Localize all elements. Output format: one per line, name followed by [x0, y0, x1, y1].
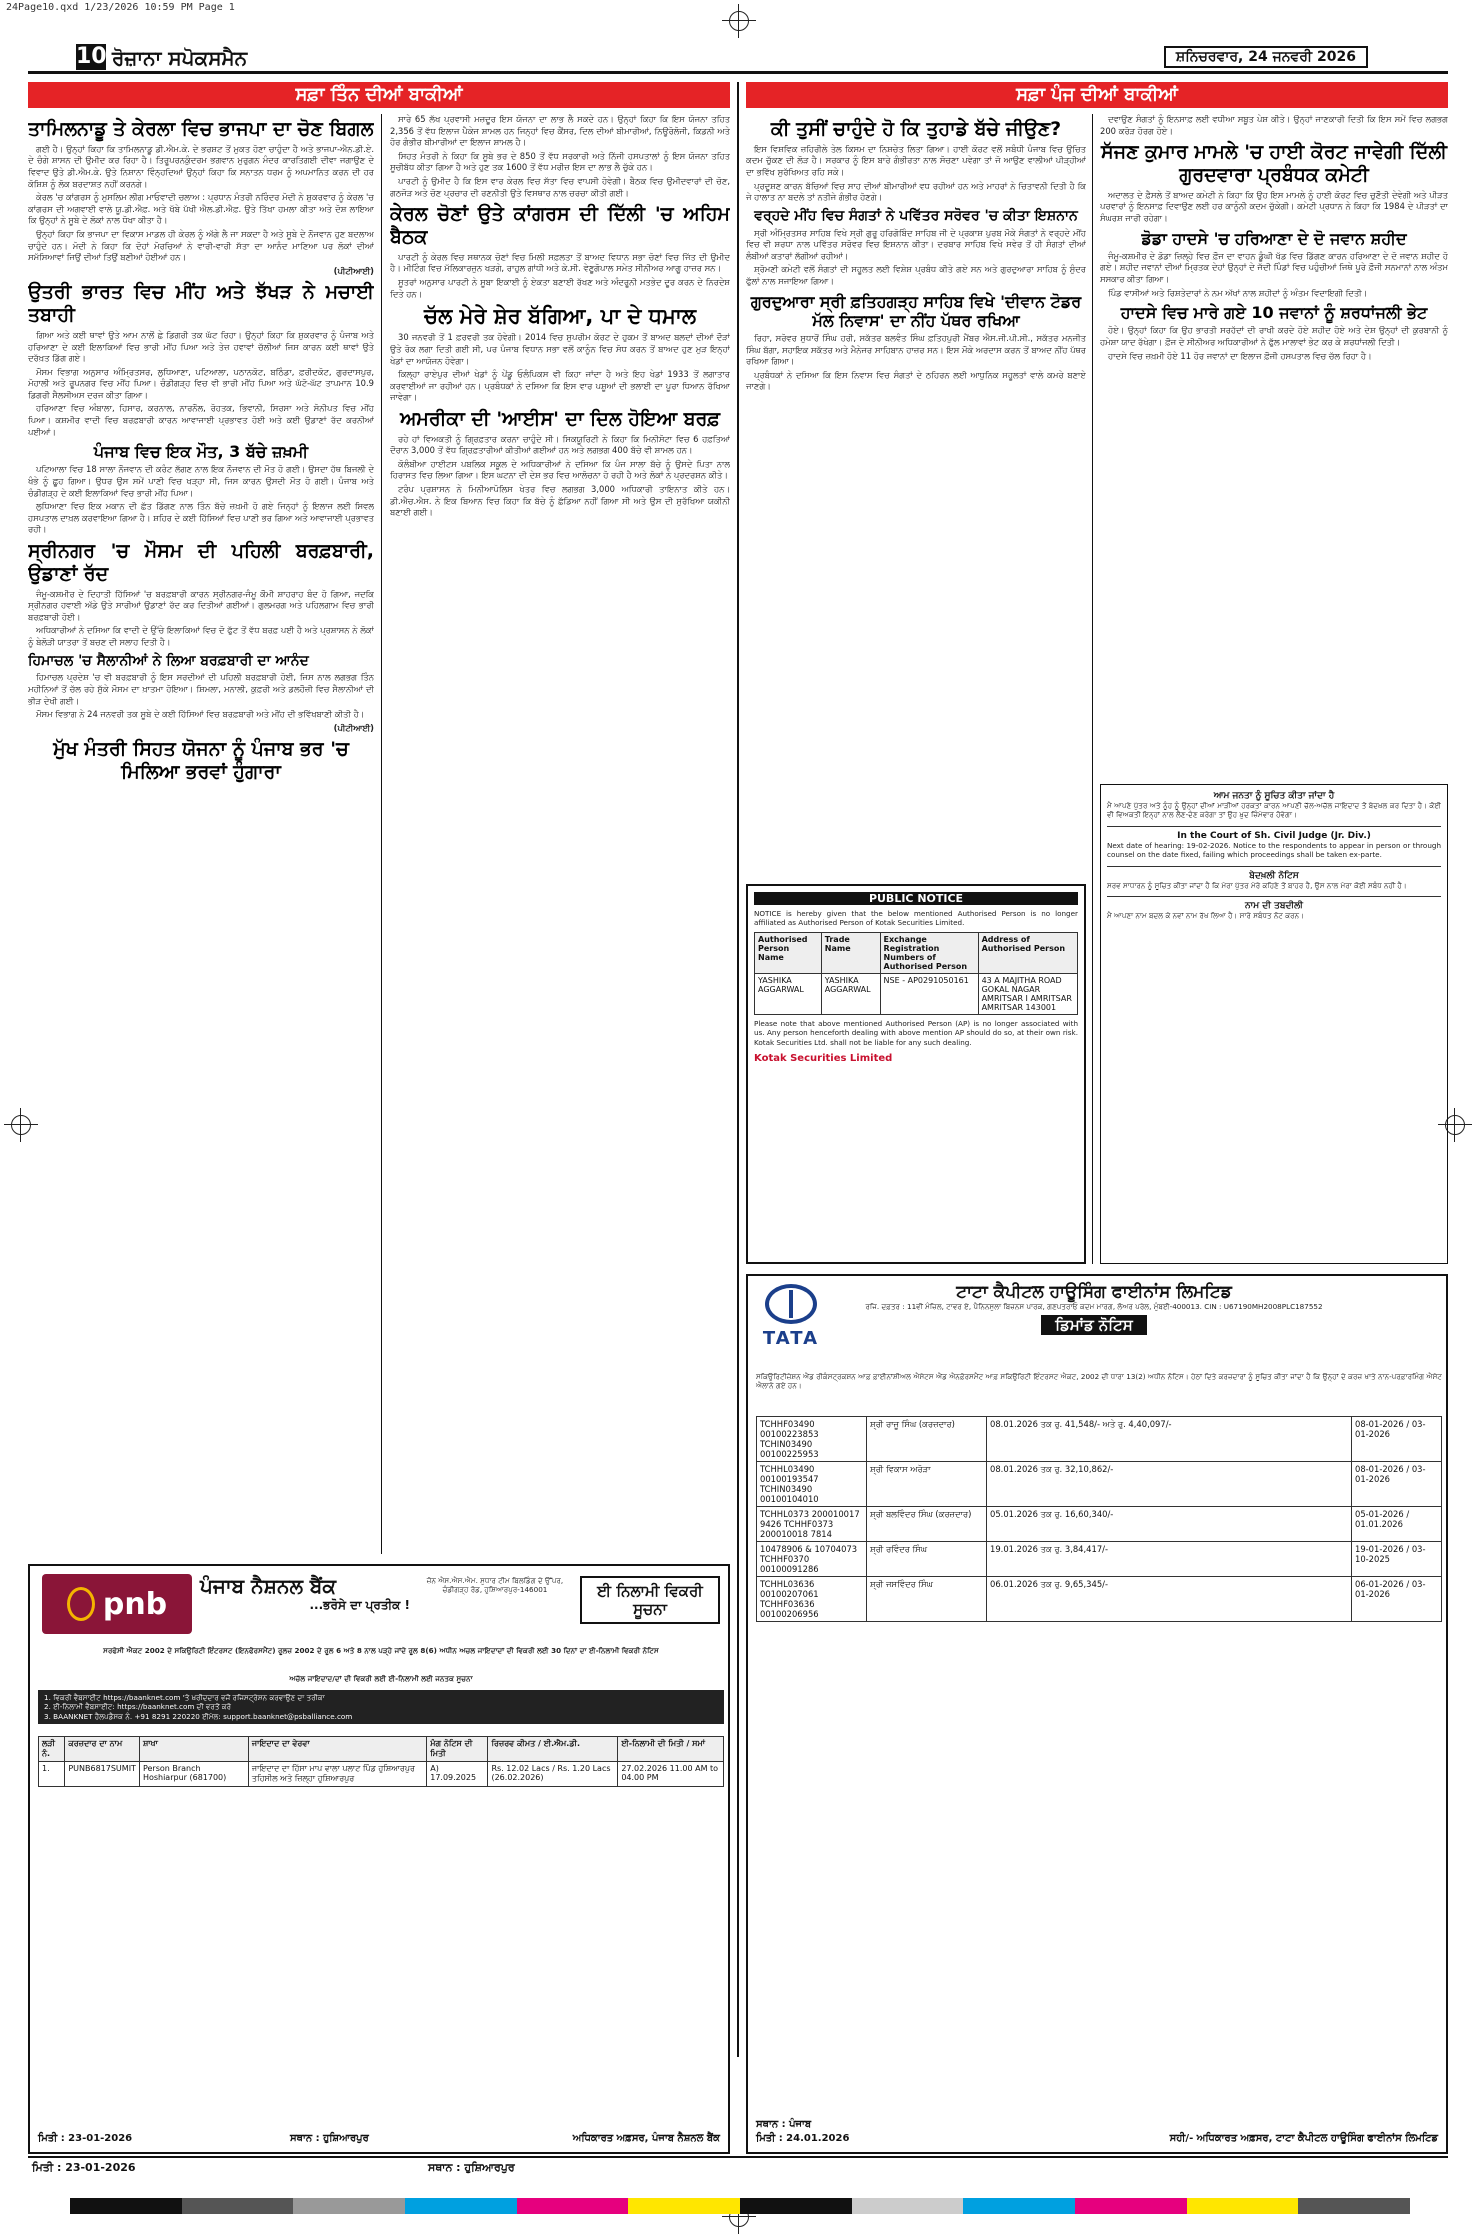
headline-hc-gurdwara: ਸੱਜਣ ਕੁਮਾਰ ਮਾਮਲੇ 'ਚ ਹਾਈ ਕੋਰਟ ਜਾਵੇਗੀ ਦਿੱਲੀ ਗੁਰਦਵਾਰਾ ਪ੍ਰਬੰਧਕ ਕਮੇਟੀ — [1101, 141, 1447, 186]
article-paragraph: ਸ਼੍ਰੋਮਣੀ ਕਮੇਟੀ ਵਲੋਂ ਸੰਗਤਾਂ ਦੀ ਸਹੂਲਤ ਲਈ ਵਿਸ਼ੇਸ਼ ਪ੍ਰਬੰਧ ਕੀਤੇ ਗਏ ਸਨ ਅਤੇ ਗੁਰਦੁਆਰਾ ਸਾਹਿਬ ਨੂੰ ਸੁੰਦਰ ਫੁੱਲਾਂ ਨਾਲ ਸਜਾਇਆ ਗਿਆ। — [746, 264, 1086, 286]
swatch — [852, 2198, 964, 2214]
headline-ten-soldiers: ਹਾਦਸੇ ਵਿਚ ਮਾਰੇ ਗਏ 10 ਜਵਾਨਾਂ ਨੂੰ ਸ਼ਰਧਾਂਜਲੀ ਭੇਟ — [1120, 303, 1428, 323]
article-paragraph: ਕੇਰਲ 'ਚ ਕਾਂਗਰਸ ਨੂੰ ਮੁਸਲਿਮ ਲੀਗ ਮਾਓਵਾਦੀ ਚਲਾਅ : ਪ੍ਰਧਾਨ ਮੰਤਰੀ ਨਰਿੰਦਰ ਮੋਦੀ ਨੇ ਸ਼ੁਕਰਵਾਰ ਨੂੰ ਕੇਰਲ 'ਚ ਕਾਂਗਰਸ ਦੀ ਅਗਵਾਈ ਵਾਲੇ ਯੂ.ਡੀ.ਐਫ਼. ਅਤੇ ਖੱਬੇ ਪੱਖੀ ਐਲ.ਡੀ.ਐਫ਼. ਉਤੇ ਤਿੱਖਾ ਹਮਲਾ ਕੀਤਾ ਅਤੇ ਦੋਸ਼ ਲਾਇਆ ਕਿ ਉਨ੍ਹਾਂ ਨੇ ਸੂਬੇ ਦੇ ਲੋਕਾਂ ਨਾਲ ਧੋਖਾ ਕੀਤਾ ਹੈ। — [28, 192, 374, 226]
article-paragraph: ਕਿਲ੍ਹਾ ਰਾਏਪੁਰ ਦੀਆਂ ਖੇਡਾਂ ਨੂੰ ਪੇਂਡੂ ਓਲੰਪਿਕਸ ਵੀ ਕਿਹਾ ਜਾਂਦਾ ਹੈ ਅਤੇ ਇਹ ਖੇਡਾਂ 1933 ਤੋਂ ਲਗਾਤਾਰ ਕਰਵਾਈਆਂ ਜਾ ਰਹੀਆਂ ਹਨ। ਪ੍ਰਬੰਧਕਾਂ ਨੇ ਦਸਿਆ ਕਿ ਇਸ ਵਾਰ ਪਸ਼ੂਆਂ ਦੀ ਭਲਾਈ ਦਾ ਪੂਰਾ ਧਿਆਨ ਰੱਖਿਆ ਜਾਵੇਗਾ। — [390, 369, 730, 403]
page-footer — [28, 2156, 1448, 2176]
table-row — [757, 1577, 1442, 1622]
legal-notice — [1107, 866, 1441, 890]
article-paragraph: ਜੰਮੂ-ਕਸ਼ਮੀਰ ਦੇ ਦਿਹਾਤੀ ਹਿੱਸਿਆਂ 'ਚ ਬਰਫ਼ਬਾਰੀ ਕਾਰਨ ਸ੍ਰੀਨਗਰ-ਜੰਮੂ ਕੌਮੀ ਸ਼ਾਹਰਾਹ ਬੰਦ ਹੋ ਗਿਆ, ਜਦਕਿ ਸ੍ਰੀਨਗਰ ਹਵਾਈ ਅੱਡੇ ਉਤੇ ਸਾਰੀਆਂ ਉਡਾਣਾਂ ਰੱਦ ਕਰ ਦਿਤੀਆਂ ਗਈਆਂ। ਗੁਲਮਰਗ ਅਤੇ ਪਹਿਲਗਾਮ ਵਿਚ ਭਾਰੀ ਬਰਫ਼ਬਾਰੀ ਹੋਈ। — [28, 588, 374, 622]
table-header: Exchange Registration Numbers of Authorised Person — [880, 932, 978, 973]
table-header: ਜਾਇਦਾਦ ਦਾ ਵੇਰਵਾ — [248, 1737, 426, 1762]
legal-notice — [1107, 791, 1441, 820]
article-paragraph: ਅਧਿਕਾਰੀਆਂ ਨੇ ਦਸਿਆ ਕਿ ਵਾਦੀ ਦੇ ਉੱਚੇ ਇਲਾਕਿਆਂ ਵਿਚ ਦੋ ਫੁੱਟ ਤੋਂ ਵੱਧ ਬਰਫ਼ ਪਈ ਹੈ ਅਤੇ ਪ੍ਰਸ਼ਾਸਨ ਨੇ ਲੋਕਾਂ ਨੂੰ ਬੇਲੋੜੀ ਯਾਤਰਾ ਤੋਂ ਬਚਣ ਦੀ ਸਲਾਹ ਦਿਤੀ ਹੈ। — [28, 625, 374, 647]
article-paragraph: ਪਿੰਡ ਵਾਸੀਆਂ ਅਤੇ ਰਿਸ਼ਤੇਦਾਰਾਂ ਨੇ ਨਮ ਅੱਖਾਂ ਨਾਲ ਸ਼ਹੀਦਾਂ ਨੂੰ ਅੰਤਮ ਵਿਦਾਇਗੀ ਦਿਤੀ। — [1108, 287, 1368, 298]
column-right-1 — [746, 114, 1086, 874]
legal-notice — [1107, 896, 1441, 920]
pnb-emblem-icon — [67, 1587, 95, 1621]
article-paragraph: ਲੁਧਿਆਣਾ ਵਿਚ ਇਕ ਮਕਾਨ ਦੀ ਛੱਤ ਡਿੱਗਣ ਨਾਲ ਤਿੰਨ ਬੱਚੇ ਜ਼ਖ਼ਮੀ ਹੋ ਗਏ ਜਿਨ੍ਹਾਂ ਨੂੰ ਇਲਾਜ ਲਈ ਸਿਵਲ ਹਸਪਤਾਲ ਦਾਖ਼ਲ ਕਰਵਾਇਆ ਗਿਆ ਹੈ। ਸ਼ਹਿਰ ਦੇ ਕਈ ਹਿੱਸਿਆਂ ਵਿਚ ਪਾਣੀ ਭਰ ਗਿਆ ਅਤੇ ਆਵਾਜਾਈ ਪ੍ਰਭਾਵਤ ਰਹੀ। — [28, 501, 374, 535]
legal-notice-body: Next date of hearing: 19-02-2026. Notice to the respondents to appear in person or through counsel on the date fixed, failing which proceedings shall be taken ex-parte. — [1107, 840, 1441, 860]
pnb-step: 1. ਵਿਕਰੀ ਵੈਬਸਾਈਟ https://baanknet.com 'ਤੇ ਖ਼ਰੀਦਦਾਰ ਵਜੋਂ ਰਜਿਸਟ੍ਰੇਸ਼ਨ ਕਰਵਾਉਣ ਦਾ ਤਰੀਕਾ — [44, 1693, 325, 1702]
table-header: ਮੰਗ ਨੋਟਿਸ ਦੀ ਮਿਤੀ — [427, 1737, 488, 1762]
swatch — [740, 2198, 852, 2214]
article-paragraph: ਮੌਸਮ ਵਿਭਾਗ ਅਨੁਸਾਰ ਅੰਮ੍ਰਿਤਸਰ, ਲੁਧਿਆਣਾ, ਪਟਿਆਲਾ, ਪਠਾਨਕੋਟ, ਬਠਿੰਡਾ, ਫ਼ਰੀਦਕੋਟ, ਗੁਰਦਾਸਪੁਰ, ਮੋਹਾਲੀ ਅਤੇ ਰੂਪਨਗਰ ਵਿਚ ਮੀਂਹ ਪਿਆ। ਚੰਡੀਗੜ੍ਹ ਵਿਚ ਵੀ ਭਾਰੀ ਮੀਂਹ ਪਿਆ ਅਤੇ ਘੱਟੋ-ਘੱਟ ਤਾਪਮਾਨ 10.9 ਡਿਗਰੀ ਸੈਲਸੀਅਸ ਦਰਜ ਕੀਤਾ ਗਿਆ। — [28, 366, 374, 400]
headline-srinagar: ਸ੍ਰੀਨਗਰ 'ਚ ਮੌਸਮ ਦੀ ਪਹਿਲੀ ਬਰਫ਼ਬਾਰੀ, ਉਡਾਣਾਂ ਰੱਦ — [28, 540, 374, 585]
table-cell: 1. — [39, 1762, 65, 1787]
headline-ice-america: ਅਮਰੀਕਾ ਦੀ 'ਆਈਸ' ਦਾ ਦਿਲ ਹੋਇਆ ਬਰਫ਼ — [400, 407, 720, 430]
headline-tn-kerala: ਤਾਮਿਲਨਾਡੂ ਤੇ ਕੇਰਲਾ ਵਿਚ ਭਾਜਪਾ ਦਾ ਚੋਣ ਬਿਗਲ — [28, 118, 374, 140]
article-paragraph: ਸ੍ਰੀ ਅੰਮ੍ਰਿਤਸਰ ਸਾਹਿਬ ਵਿਖੇ ਸ੍ਰੀ ਗੁਰੂ ਹਰਿਗੋਬਿੰਦ ਸਾਹਿਬ ਜੀ ਦੇ ਪ੍ਰਕਾਸ਼ ਪੁਰਬ ਮੌਕੇ ਸੰਗਤਾਂ ਨੇ ਵਰ੍ਹਦੇ ਮੀਂਹ ਵਿਚ ਵੀ ਸ਼ਰਧਾ ਨਾਲ ਪਵਿੱਤਰ ਸਰੋਵਰ ਵਿਚ ਇਸ਼ਨਾਨ ਕੀਤਾ। ਦਰਬਾਰ ਸਾਹਿਬ ਵਿਖੇ ਸਵੇਰ ਤੋਂ ਹੀ ਸੰਗਤਾਂ ਦੀਆਂ ਲੰਬੀਆਂ ਕਤਾਰਾਂ ਲੱਗੀਆਂ ਰਹੀਆਂ। — [746, 227, 1086, 261]
swatch — [517, 2198, 629, 2214]
page-number: 10 — [76, 44, 107, 69]
swatch — [628, 2198, 740, 2214]
article-paragraph: ਪਾਰਟੀ ਨੂੰ ਕੇਰਲ ਵਿਚ ਸਥਾਨਕ ਚੋਣਾਂ ਵਿਚ ਮਿਲੀ ਸਫ਼ਲਤਾ ਤੋਂ ਬਾਅਦ ਵਿਧਾਨ ਸਭਾ ਚੋਣਾਂ ਵਿਚ ਜਿੱਤ ਦੀ ਉਮੀਦ ਹੈ। ਮੀਟਿੰਗ ਵਿਚ ਮੱਲਿਕਾਰਜੁਨ ਖੜਗੇ, ਰਾਹੁਲ ਗਾਂਧੀ ਅਤੇ ਕੇ.ਸੀ. ਵੇਣੂਗੋਪਾਲ ਸਮੇਤ ਸੀਨੀਅਰ ਆਗੂ ਹਾਜ਼ਰ ਸਨ। — [390, 251, 730, 274]
table-row — [757, 1417, 1442, 1462]
legal-notice-title: ਬੇਦਖ਼ਲੀ ਨੋਟਿਸ — [1249, 870, 1299, 881]
article-paragraph: ਹਰਿਆਣਾ ਵਿਚ ਅੰਬਾਲਾ, ਹਿਸਾਰ, ਕਰਨਾਲ, ਨਾਰਨੌਲ, ਰੋਹਤਕ, ਭਿਵਾਨੀ, ਸਿਰਸਾ ਅਤੇ ਸੋਨੀਪਤ ਵਿਚ ਮੀਂਹ ਪਿਆ। ਕਸ਼ਮੀਰ ਵਾਦੀ ਵਿਚ ਬਰਫ਼ਬਾਰੀ ਕਾਰਨ ਆਵਾਜਾਈ ਪ੍ਰਭਾਵਤ ਹੋਈ ਅਤੇ ਕਈ ਉਡਾਣਾਂ ਰੱਦ ਕਰਨੀਆਂ ਪਈਆਂ। — [28, 403, 374, 437]
article-paragraph: ਦਵਾਉਣ ਸੰਗਤਾਂ ਨੂੰ ਇਨਸਾਫ਼ ਲਈ ਵਧੀਆ ਸਬੂਤ ਪੇਸ਼ ਕੀਤੇ। ਉਨ੍ਹਾਂ ਜਾਣਕਾਰੀ ਦਿਤੀ ਕਿ ਇਸ ਸਮੇਂ ਵਿਚ ਲਗਭਗ 200 ਕਰੋੜ ਹੋਰਗ ਹੋਏ। — [1100, 114, 1448, 136]
article-paragraph: 30 ਜਨਵਰੀ ਤੋਂ 1 ਫ਼ਰਵਰੀ ਤਕ ਹੋਵੇਗੀ। 2014 ਵਿਚ ਸੁਪਰੀਮ ਕੋਰਟ ਦੇ ਹੁਕਮ ਤੋਂ ਬਾਅਦ ਬਲਦਾਂ ਦੀਆਂ ਦੌੜਾਂ ਉਤੇ ਰੋਕ ਲਗਾ ਦਿਤੀ ਗਈ ਸੀ, ਪਰ ਪੰਜਾਬ ਵਿਧਾਨ ਸਭਾ ਵਲੋਂ ਕਾਨੂੰਨ ਵਿਚ ਸੋਧ ਕਰਨ ਤੋਂ ਬਾਅਦ ਹੁਣ ਮੁੜ ਇਨ੍ਹਾਂ ਖੇਡਾਂ ਦਾ ਆਯੋਜਨ ਹੋਵੇਗਾ। — [390, 332, 730, 366]
table-cell: YASHIKA AGGARWAL — [821, 973, 880, 1014]
legal-notices-block — [1100, 784, 1448, 1264]
pnb-name-block — [200, 1574, 410, 1613]
footer-right: ਸਥਾਨ : ਹੁਸ਼ਿਆਰਪੁਰ — [428, 2161, 515, 2174]
swatch — [963, 2198, 1075, 2214]
pnb-office: ਜ਼ੋਨ ਐਸ.ਐਸ.ਐਮ. ਸੁਧਾਰ ਟੀਮ ਬਿਲਡਿੰਗ ਦੇ ਉੱਪਰ, ਚੰਡੀਗੜ੍ਹ ਰੋਡ, ਹੁਸ਼ਿਆਰਪੁਰ-146001 — [426, 1576, 564, 1595]
table-cell: A) 17.09.2025 — [427, 1762, 488, 1787]
article-paragraph: ਰਹੇ ਹਾਂ ਵਿਅਕਤੀ ਨੂੰ ਗ੍ਰਿਫ਼ਤਾਰ ਕਰਨਾ ਚਾਹੁੰਦੇ ਸੀ। ਸਿਕਯੂਰਿਟੀ ਨੇ ਕਿਹਾ ਕਿ ਮਿਨੀਸੋਟਾ ਵਿਚ 6 ਹਫ਼ਤਿਆਂ ਦੌਰਾਨ 3,000 ਤੋਂ ਵੱਧ ਗ੍ਰਿਫ਼ਤਾਰੀਆਂ ਕੀਤੀਆਂ ਗਈਆਂ ਹਨ ਅਤੇ ਲਗਭਗ 400 ਬੱਚੇ ਵੀ ਸ਼ਾਮਲ ਹਨ। — [390, 433, 730, 456]
pnb-bank-name: ਪੰਜਾਬ ਨੈਸ਼ਨਲ ਬੈਂਕ — [200, 1574, 337, 1598]
article-paragraph: ਪਾਰਟੀ ਨੂੰ ਉਮੀਦ ਹੈ ਕਿ ਇਸ ਵਾਰ ਕੇਰਲ ਵਿਚ ਸੱਤਾ ਵਿਚ ਵਾਪਸੀ ਹੋਵੇਗੀ। ਬੈਠਕ ਵਿਚ ਉਮੀਦਵਾਰਾਂ ਦੀ ਚੋਣ, ਗਠਜੋੜ ਅਤੇ ਚੋਣ ਪ੍ਰਚਾਰ ਦੀ ਰਣਨੀਤੀ ਉਤੇ ਵਿਸਥਾਰ ਨਾਲ ਚਰਚਾ ਕੀਤੀ ਗਈ। — [390, 175, 730, 198]
article-paragraph: ਸਾਰੇ 65 ਲੱਖ ਪ੍ਰਵਾਸੀ ਮਜ਼ਦੂਰ ਇਸ ਯੋਜਨਾ ਦਾ ਲਾਭ ਲੈ ਸਕਦੇ ਹਨ। ਉਨ੍ਹਾਂ ਕਿਹਾ ਕਿ ਇਸ ਯੋਜਨਾ ਤਹਿਤ 2,356 ਤੋਂ ਵੱਧ ਇਲਾਜ ਪੈਕੇਜ ਸ਼ਾਮਲ ਹਨ ਜਿਨ੍ਹਾਂ ਵਿਚ ਕੈਂਸਰ, ਦਿਲ ਦੀਆਂ ਬੀਮਾਰੀਆਂ, ਨਿਊਰੋਲੋਜੀ, ਕਿਡਨੀ ਅਤੇ ਹੋਰ ਗੰਭੀਰ ਬੀਮਾਰੀਆਂ ਦਾ ਇਲਾਜ ਸ਼ਾਮਲ ਹੈ। — [390, 114, 730, 148]
article-paragraph: ਸੂਤਰਾਂ ਅਨੁਸਾਰ ਪਾਰਟੀ ਨੇ ਸੂਬਾ ਇਕਾਈ ਨੂੰ ਏਕਤਾ ਬਣਾਈ ਰੱਖਣ ਅਤੇ ਅੰਦਰੂਨੀ ਮਤਭੇਦ ਦੂਰ ਕਰਨ ਦੇ ਨਿਰਦੇਸ਼ ਦਿਤੇ ਹਨ। — [390, 276, 730, 299]
pnb-step: 2. ਈ-ਨਿਲਾਮੀ ਵੈਬਸਾਈਟ: https://baanknet.com ਦੀ ਵਰਤੋਂ ਕਰੋ — [44, 1702, 232, 1712]
pnb-steps — [38, 1690, 724, 1724]
swatch — [1298, 2198, 1410, 2214]
headline-chal-mere: ਚੱਲ ਮੇਰੇ ਸ਼ੇਰ ਬੱਗਿਆ, ਪਾ ਦੇ ਧਮਾਲ — [423, 304, 697, 329]
table-cell: 43 A MAJITHA ROAD GOKAL NAGAR AMRITSAR I AMRITSAR AMRITSAR 143001 — [978, 973, 1077, 1014]
table-row — [757, 1507, 1442, 1542]
article-paragraph: ਹੋਏ। ਉਨ੍ਹਾਂ ਕਿਹਾ ਕਿ ਉਹ ਭਾਰਤੀ ਸਰਹੱਦਾਂ ਦੀ ਰਾਖੀ ਕਰਦੇ ਹੋਏ ਸ਼ਹੀਦ ਹੋਏ ਅਤੇ ਦੇਸ਼ ਉਨ੍ਹਾਂ ਦੀ ਕੁਰਬਾਨੀ ਨੂੰ ਹਮੇਸ਼ਾ ਯਾਦ ਰੱਖੇਗਾ। ਫ਼ੌਜ ਦੇ ਸੀਨੀਅਰ ਅਧਿਕਾਰੀਆਂ ਨੇ ਫੁੱਲ ਮਾਲਾਵਾਂ ਭੇਟ ਕਰ ਕੇ ਸ਼ਰਧਾਂਜਲੀ ਦਿਤੀ। — [1100, 325, 1448, 347]
table-cell: Person Branch Hoshiarpur (681700) — [139, 1762, 248, 1787]
legal-notice-title: In the Court of Sh. Civil Judge (Jr. Div.) — [1177, 830, 1371, 841]
article-paragraph: ਸਿਹਤ ਮੰਤਰੀ ਨੇ ਕਿਹਾ ਕਿ ਸੂਬੇ ਭਰ ਦੇ 850 ਤੋਂ ਵੱਧ ਸਰਕਾਰੀ ਅਤੇ ਨਿੱਜੀ ਹਸਪਤਾਲਾਂ ਨੂੰ ਇਸ ਯੋਜਨਾ ਤਹਿਤ ਸੂਚੀਬੱਧ ਕੀਤਾ ਗਿਆ ਹੈ ਅਤੇ ਹੁਣ ਤਕ 1600 ਤੋਂ ਵੱਧ ਮਰੀਜ਼ ਇਸ ਦਾ ਲਾਭ ਲੈ ਚੁੱਕੇ ਹਨ। — [390, 150, 730, 173]
loan-number: TCHHL03490 00100193547 TCHIN03490 00100104010 — [757, 1462, 867, 1507]
demand-amount: 08.01.2026 ਤਕ ਰੁ. 32,10,862/- — [987, 1462, 1352, 1507]
legal-notice-body: ਮੈਂ ਆਪਣਾ ਨਾਮ ਬਦਲ ਕੇ ਨਵਾਂ ਨਾਮ ਰੱਖ ਲਿਆ ਹੈ। ਸਾਰੇ ਸਬੰਧਤ ਨੋਟ ਕਰਨ। — [1107, 911, 1304, 921]
article-paragraph: ਟਰੰਪ ਪ੍ਰਸ਼ਾਸਨ ਨੇ ਮਿਨੀਆਪੋਲਿਸ ਖੇਤਰ ਵਿਚ ਲਗਭਗ 3,000 ਅਧਿਕਾਰੀ ਤਾਇਨਾਤ ਕੀਤੇ ਹਨ। ਡੀ.ਐਚ.ਐਸ. ਨੇ ਇਕ ਬਿਆਨ ਵਿਚ ਕਿਹਾ ਕਿ ਬੱਚੇ ਨੂੰ ਛੱਡਿਆ ਨਹੀਂ ਗਿਆ ਸੀ ਅਤੇ ਉਸ ਦੀ ਸੁਰੱਖਿਆ ਯਕੀਨੀ ਬਣਾਈ ਗਈ। — [390, 484, 730, 518]
table-cell: NSE - AP0291050161 — [880, 973, 978, 1014]
tata-company-name: ਟਾਟਾ ਕੈਪੀਟਲ ਹਾਊਸਿੰਗ ਫਾਈਨਾਂਸ ਲਿਮਟਿਡ — [956, 1282, 1232, 1302]
tata-loan-table — [756, 1416, 1442, 1622]
newspaper-page — [28, 44, 1448, 2194]
tata-place: ਸਥਾਨ : ਪੰਜਾਬ — [756, 2119, 812, 2130]
npa-date: 06-01-2026 / 03-01-2026 — [1352, 1577, 1442, 1622]
table-row — [755, 973, 1078, 1014]
table-cell: YASHIKA AGGARWAL — [755, 973, 822, 1014]
article-paragraph: ਹਾਦਸੇ ਵਿਚ ਜ਼ਖ਼ਮੀ ਹੋਏ 11 ਹੋਰ ਜਵਾਨਾਂ ਦਾ ਇਲਾਜ ਫ਼ੌਜੀ ਹਸਪਤਾਲ ਵਿਚ ਚੱਲ ਰਿਹਾ ਹੈ। — [1108, 350, 1372, 361]
tata-intro: ਸਕਿਉਰਿਟੀਜ਼ੇਸ਼ਨ ਐਂਡ ਰੀਕੰਸਟ੍ਰਕਸ਼ਨ ਆਫ਼ ਫ਼ਾਈਨਾਂਸ਼ੀਅਲ ਐਸੇਟਸ ਐਂਡ ਐਨਫ਼ੋਰਸਮੈਂਟ ਆਫ਼ ਸਕਿਉਰਿਟੀ ਇੰਟਰਸਟ ਐਕਟ, 2002 ਦੀ ਧਾਰਾ 13(2) ਅਧੀਨ ਨੋਟਿਸ। ਹੇਠਾਂ ਦਿਤੇ ਕਰਜ਼ਦਾਰਾਂ ਨੂੰ ਸੂਚਿਤ ਕੀਤਾ ਜਾਂਦਾ ਹੈ ਕਿ ਉਨ੍ਹਾਂ ਦੇ ਕਰਜ਼ ਖਾਤੇ ਨਾਨ-ਪਰਫ਼ਾਰਮਿੰਗ ਐਸੇਟ ਐਲਾਨੇ ਗਏ ਹਨ। — [756, 1372, 1442, 1391]
tata-header — [834, 1282, 1354, 1335]
legal-notice-body: ਸਰਵ ਸਾਧਾਰਨ ਨੂੰ ਸੂਚਿਤ ਕੀਤਾ ਜਾਂਦਾ ਹੈ ਕਿ ਮੇਰਾ ਪੁੱਤਰ ਮੇਰੇ ਕਹਿਣੇ ਤੋਂ ਬਾਹਰ ਹੈ, ਉਸ ਨਾਲ ਮੇਰਾ ਕੋਈ ਸਬੰਧ ਨਹੀਂ ਹੈ। — [1107, 880, 1407, 890]
npa-date: 08-01-2026 / 03-01-2026 — [1352, 1417, 1442, 1462]
swatch — [70, 2198, 182, 2214]
pnb-date: ਮਿਤੀ : 23-01-2026 — [38, 2133, 133, 2144]
tata-officer: ਸਹੀ/- ਅਧਿਕਾਰਤ ਅਫ਼ਸਰ, ਟਾਟਾ ਕੈਪੀਟਲ ਹਾਊਸਿੰਗ ਫਾਈਨਾਂਸ ਲਿਮਟਿਡ — [1169, 2133, 1438, 2144]
npa-date: 19-01-2026 / 03-10-2025 — [1352, 1542, 1442, 1577]
article-paragraph: ਪ੍ਰਬੰਧਕਾਂ ਨੇ ਦਸਿਆ ਕਿ ਇਸ ਨਿਵਾਸ ਵਿਚ ਸੰਗਤਾਂ ਦੇ ਠਹਿਰਨ ਲਈ ਆਧੁਨਿਕ ਸਹੂਲਤਾਂ ਵਾਲੇ ਕਮਰੇ ਬਣਾਏ ਜਾਣਗੇ। — [746, 369, 1086, 392]
table-header: ਰਿਜ਼ਰਵ ਕੀਮਤ / ਈ.ਐਮ.ਡੀ. — [488, 1737, 618, 1762]
demand-amount: 08.01.2026 ਤਕ ਰੁ. 41,548/- ਅਤੇ ਰੁ. 4,40,097/- — [987, 1417, 1352, 1462]
headline-punjab-deaths: ਪੰਜਾਬ ਵਿਚ ਇਕ ਮੌਤ, 3 ਬੱਚੇ ਜ਼ਖ਼ਮੀ — [93, 442, 309, 462]
article-paragraph: ਗਈ ਹੈ। ਉਨ੍ਹਾਂ ਕਿਹਾ ਕਿ ਤਾਮਿਲਨਾਡੂ ਡੀ.ਐਮ.ਕੇ. ਦੇ ਭਰਸ਼ਟ ਤੋਂ ਮੁਕਤ ਹੋਣਾ ਚਾਹੁੰਦਾ ਹੈ ਅਤੇ ਭਾਜਪਾ-ਐਨ.ਡੀ.ਏ. ਦੇ ਚੰਗੇ ਸ਼ਾਸਨ ਦੀ ਉਮੀਦ ਕਰ ਰਿਹਾ ਹੈ। ਤਿਰੂਪਰਨਕੁੰਦਰਮ ਭਗਵਾਨ ਮੁਰੁਗਨ ਮੰਦਰ ਕਾਰਤਿਗਈ ਦੀਵਾ ਜਗਾਉਣ ਦੇ ਵਿਵਾਦ ਉਤੇ ਡੀ.ਐਮ.ਕੇ. ਉਤੇ ਨਿਸ਼ਾਨਾ ਵਿੰਨ੍ਹਦਿਆਂ ਉਨ੍ਹਾਂ ਕਿਹਾ ਕਿ ਸਨਾਤਨ ਧਰਮ ਨੂੰ ਅਪਮਾਨਿਤ ਕਰਨ ਦੀ ਹਰ ਕੋਸ਼ਿਸ਼ ਨੂੰ ਲੋਕ ਬਰਦਾਸ਼ਤ ਨਹੀਂ ਕਰਨਗੇ। — [28, 143, 374, 189]
table-header: ਲੜੀ ਨੰ. — [39, 1737, 65, 1762]
demand-amount: 05.01.2026 ਤਕ ਰੁ. 16,60,340/- — [987, 1507, 1352, 1542]
column-rule — [381, 114, 382, 1554]
table-header: Address of Authorised Person — [978, 932, 1077, 973]
loan-number: TCHHL03636 00100207061 TCHHF03636 00100206956 — [757, 1577, 867, 1622]
swatch — [293, 2198, 405, 2214]
table-cell: 27.02.2026 11.00 AM to 04.00 PM — [618, 1762, 724, 1787]
kotak-logo: Kotak Securities Limited — [754, 1053, 893, 1065]
swatch — [1187, 2198, 1299, 2214]
article-paragraph: ਪਟਿਆਲਾ ਵਿਚ 18 ਸਾਲਾ ਨੌਜਵਾਨ ਦੀ ਕਰੰਟ ਲੱਗਣ ਨਾਲ ਇਕ ਨੌਜਵਾਨ ਦੀ ਮੌਤ ਹੋ ਗਈ। ਉਸਦਾ ਹੱਥ ਬਿਜਲੀ ਦੇ ਖੰਭੇ ਨੂੰ ਛੂਹ ਗਿਆ। ਉਧਰ ਉਸ ਸਮੇਂ ਪਾਣੀ ਵਿਚ ਖੜ੍ਹਾ ਸੀ, ਜਿਸ ਕਾਰਨ ਉਸਦੀ ਮੌਤ ਹੋ ਗਈ। ਪੰਜਾਬ ਅਤੇ ਚੰਡੀਗੜ੍ਹ ਦੇ ਕਈ ਇਲਾਕਿਆਂ ਵਿਚ ਭਾਰੀ ਮੀਂਹ ਪਿਆ। — [28, 464, 374, 498]
color-calibration-bar — [70, 2198, 1410, 2214]
pnb-auction-notice — [28, 1564, 730, 2154]
public-notice-title: PUBLIC NOTICE — [754, 892, 1078, 905]
loan-number: TCHHF03490 00100223853 TCHIN03490 00100225953 — [757, 1417, 867, 1462]
pnb-auction-table — [38, 1736, 724, 1787]
column-left-1 — [28, 114, 374, 1554]
article-paragraph: ਉਨ੍ਹਾਂ ਕਿਹਾ ਕਿ ਭਾਜਪਾ ਦਾ ਵਿਕਾਸ ਮਾਡਲ ਹੀ ਕੇਰਲ ਨੂੰ ਅੱਗੇ ਲੈ ਜਾ ਸਕਦਾ ਹੈ ਅਤੇ ਸੂਬੇ ਦੇ ਨੌਜਵਾਨ ਹੁਣ ਬਦਲਾਅ ਚਾਹੁੰਦੇ ਹਨ। ਮੋਦੀ ਨੇ ਕਿਹਾ ਕਿ ਦੋਹਾਂ ਮੋਰਚਿਆਂ ਨੇ ਵਾਰੀ-ਵਾਰੀ ਸੱਤਾ ਦਾ ਆਨੰਦ ਮਾਣਿਆ ਪਰ ਲੋਕਾਂ ਦੀਆਂ ਸਮੱਸਿਆਵਾਂ ਜਿਉਂ ਦੀਆਂ ਤਿਉਂ ਬਣੀਆਂ ਹੋਈਆਂ ਹਨ। — [28, 228, 374, 263]
tata-notice-title: ਡਿਮਾਂਡ ਨੋਟਿਸ — [1041, 1315, 1146, 1335]
article-paragraph: ਇਸ ਵਿਸ਼ਵਿਕ ਜ਼ਹਿਰੀਲੇ ਤੇਲ ਕਿਸਮ ਦਾ ਨਿਸ਼ਚੇਤ ਲਿਤਾ ਗਿਆ। ਹਾਈ ਕੋਰਟ ਵਲੋਂ ਸਬੰਧੀ ਪੰਜਾਬ ਵਿਚ ਉਚਿਤ ਕਦਮ ਚੁੱਕਣ ਦੀ ਲੋੜ ਹੈ। ਸਰਕਾਰ ਨੂੰ ਇਸ ਬਾਰੇ ਗੰਭੀਰਤਾ ਨਾਲ ਸੋਚਣਾ ਪਵੇਗਾ ਤਾਂ ਜੋ ਆਉਣ ਵਾਲੀਆਂ ਪੀੜ੍ਹੀਆਂ ਦਾ ਭਵਿੱਖ ਸੁਰੱਖਿਅਤ ਰਹਿ ਸਕੇ। — [746, 143, 1086, 177]
table-row — [39, 1762, 724, 1787]
legal-notice-title: ਆਮ ਜਨਤਾ ਨੂੰ ਸੂਚਿਤ ਕੀਤਾ ਜਾਂਦਾ ਹੈ — [1213, 791, 1335, 801]
public-notice-intro: NOTICE is hereby given that the below mentioned Authorised Person is no longer affiliated as Authorised Person of Kotak Securities Limited. — [754, 909, 1078, 928]
borrower-name: ਸ਼੍ਰੀ ਬਲਵਿੰਦਰ ਸਿੰਘ (ਕਰਜ਼ਦਾਰ) — [867, 1507, 987, 1542]
borrower-name: ਸ਼੍ਰੀ ਰਵਿੰਦਰ ਸਿੰਘ — [867, 1542, 987, 1577]
pnb-logo-word: pnb — [102, 1586, 168, 1622]
kotak-public-notice — [746, 884, 1086, 1264]
pnb-notice-title: ਈ ਨਿਲਾਮੀ ਵਿਕਰੀ ਸੂਚਨਾ — [580, 1576, 720, 1624]
center-rule — [737, 82, 739, 2057]
issue-date: ਸ਼ਨਿਚਰਵਾਰ, 24 ਜਨਵਰੀ 2026 — [1164, 46, 1368, 68]
table-cell: ਜਾਇਦਾਦ ਦਾ ਹਿੱਸਾ ਮਾਪ ਵਾਲਾ ਪਲਾਟ ਪਿੰਡ ਹੁਸ਼ਿਆਰਪੁਰ ਤਹਿਸੀਲ ਅਤੇ ਜ਼ਿਲ੍ਹਾ ਹੁਸ਼ਿਆਰਪੁਰ — [248, 1762, 426, 1787]
headline-kerala-congress: ਕੇਰਲ ਚੋਣਾਂ ਉਤੇ ਕਾਂਗਰਸ ਦੀ ਦਿੱਲੀ 'ਚ ਅਹਿਮ ਬੈਠਕ — [390, 203, 730, 248]
borrower-name: ਸ਼੍ਰੀ ਵਿਕਾਸ ਅਰੋੜਾ — [867, 1462, 987, 1507]
pnb-place: ਸਥਾਨ : ਹੁਸ਼ਿਆਰਪੁਰ — [290, 2133, 369, 2144]
article-paragraph: ਹਿਮਾਚਲ ਪ੍ਰਦੇਸ਼ 'ਚ ਵੀ ਬਰਫ਼ਬਾਰੀ ਨੂੰ ਇਸ ਸਰਦੀਆਂ ਦੀ ਪਹਿਲੀ ਬਰਫ਼ਬਾਰੀ ਹੋਈ, ਜਿਸ ਨਾਲ ਲਗਭਗ ਤਿੰਨ ਮਹੀਨਿਆਂ ਤੋਂ ਚੱਲ ਰਹੇ ਸੁੱਕੇ ਮੌਸਮ ਦਾ ਖ਼ਾਤਮਾ ਹੋਇਆ। ਸ਼ਿਮਲਾ, ਮਨਾਲੀ, ਕੁਫ਼ਰੀ ਅਤੇ ਡਲਹੌਜ਼ੀ ਵਿਚ ਸੈਲਾਨੀਆਂ ਦੀ ਭੀੜ ਦੇਖੀ ਗਈ। — [28, 672, 374, 706]
table-row — [757, 1542, 1442, 1577]
tata-logo-word: TATA — [762, 1328, 820, 1349]
article-paragraph: ਕੋਲੰਬੀਆ ਹਾਈਟਸ ਪਬਲਿਕ ਸਕੂਲ ਦੇ ਅਧਿਕਾਰੀਆਂ ਨੇ ਦਸਿਆ ਕਿ ਪੰਜ ਸਾਲਾ ਬੱਚੇ ਨੂੰ ਉਸਦੇ ਪਿਤਾ ਨਾਲ ਹਿਰਾਸਤ ਵਿਚ ਲਿਆ ਗਿਆ। ਇਸ ਘਟਨਾ ਦੀ ਦੇਸ਼ ਭਰ ਵਿਚ ਆਲੋਚਨਾ ਹੋ ਰਹੀ ਹੈ ਅਤੇ ਲੋਕਾਂ ਨੇ ਪ੍ਰਦਰਸ਼ਨ ਕੀਤੇ। — [390, 458, 730, 481]
print-slug: 24Page10.qxd 1/23/2026 10:59 PM Page 1 — [6, 2, 235, 13]
headline-holy-bath: ਵਰ੍ਹਦੇ ਮੀਂਹ ਵਿਚ ਸੰਗਤਾਂ ਨੇ ਪਵਿੱਤਰ ਸਰੋਵਰ 'ਚ ਕੀਤਾ ਇਸ਼ਨਾਨ — [754, 207, 1078, 224]
pnb-intro: ਸਰਫੇਸੀ ਐਕਟ 2002 ਦੇ ਸਕਿਉਰਿਟੀ ਇੰਟਰਸਟ (ਇਨਫੋਰਸਮੈਂਟ) ਰੂਲਜ਼ 2002 ਦੇ ਰੂਲ 6 ਅਤੇ 8 ਨਾਲ ਪੜ੍ਹੇ ਜਾਂਦੇ ਰੂਲ 8(6) ਅਧੀਨ ਅਚਲ ਜਾਇਦਾਦਾਂ ਦੀ ਵਿਕਰੀ ਲਈ 30 ਦਿਨਾਂ ਦਾ ਈ-ਨਿਲਾਮੀ ਵਿਕਰੀ ਨੋਟਿਸ — [103, 1646, 659, 1655]
borrower-name: ਸ਼੍ਰੀ ਜਸਵਿੰਦਰ ਸਿੰਘ — [867, 1577, 987, 1622]
table-header: ਸ਼ਾਖਾ — [139, 1737, 248, 1762]
article-paragraph: ਗਿਆ ਅਤੇ ਕਈ ਥਾਵਾਂ ਉਤੇ ਆਮ ਨਾਲੋਂ ਛੇ ਡਿਗਰੀ ਤਕ ਘੱਟ ਰਿਹਾ। ਉਨ੍ਹਾਂ ਕਿਹਾ ਕਿ ਸ਼ੁਕਰਵਾਰ ਨੂੰ ਪੰਜਾਬ ਅਤੇ ਹਰਿਆਣਾ ਦੇ ਕਈ ਇਲਾਕਿਆਂ ਵਿਚ ਭਾਰੀ ਮੀਂਹ ਪਿਆ ਅਤੇ ਤੇਜ਼ ਹਵਾਵਾਂ ਚੱਲੀਆਂ ਜਿਸ ਕਾਰਨ ਕਈ ਥਾਵਾਂ ਉਤੇ ਦਰੱਖ਼ਤ ਡਿੱਗ ਗਏ। — [28, 329, 374, 364]
table-header: ਈ-ਨਿਲਾਮੀ ਦੀ ਮਿਤੀ / ਸਮਾਂ — [618, 1737, 724, 1762]
legal-notice-body: ਮੈਂ ਆਪਣੇ ਪੁੱਤਰ ਅਤੇ ਨੂੰਹ ਨੂੰ ਉਨ੍ਹਾਂ ਦੀਆਂ ਮਾੜੀਆਂ ਹਰਕਤਾਂ ਕਾਰਨ ਆਪਣੀ ਚੱਲ-ਅਚੱਲ ਜਾਇਦਾਦ ਤੋਂ ਬੇਦਖ਼ਲ ਕਰ ਦਿਤਾ ਹੈ। ਕੋਈ ਵੀ ਵਿਅਕਤੀ ਇਨ੍ਹਾਂ ਨਾਲ ਲੈਣ-ਦੇਣ ਕਰੇਗਾ ਤਾਂ ਉਹ ਖ਼ੁਦ ਜ਼ਿੰਮੇਵਾਰ ਹੋਵੇਗਾ। — [1107, 801, 1441, 820]
tata-address: ਰਜਿ. ਦਫ਼ਤਰ : 11ਵੀਂ ਮੰਜ਼ਿਲ, ਟਾਵਰ ਏ, ਪੈਨਿਨਸੁਲਾ ਬਿਜ਼ਨਸ ਪਾਰਕ, ਗਣਪਤਰਾਓ ਕਦਮ ਮਾਰਗ, ਲੋਅਰ ਪਰੇਲ, ਮੁੰਬਈ-400013. CIN : U67190MH2008PLC187552 — [865, 1302, 1323, 1311]
table-header: ਕਰਜ਼ਦਾਰ ਦਾ ਨਾਮ — [65, 1737, 140, 1762]
legal-notice — [1107, 826, 1441, 860]
loan-number: TCHHL0373 200010017 9426 TCHHF0373 200010018 7814 — [757, 1507, 867, 1542]
article-credit: (ਪੀਟੀਆਈ) — [333, 265, 374, 276]
table-cell: PUNB6817SUMIT — [65, 1762, 140, 1787]
section-bar-right: ਸਫ਼ਾ ਪੰਜ ਦੀਆਂ ਬਾਕੀਆਂ — [746, 82, 1448, 108]
swatch — [1075, 2198, 1187, 2214]
loan-number: 10478906 & 10704073 TCHHF0370 00100091286 — [757, 1542, 867, 1577]
headline-kids-future: ਕੀ ਤੁਸੀਂ ਚਾਹੁੰਦੇ ਹੋ ਕਿ ਤੁਹਾਡੇ ਬੱਚੇ ਜੀਉਣ? — [770, 118, 1062, 140]
table-row — [757, 1462, 1442, 1507]
demand-amount: 06.01.2026 ਤਕ ਰੁ. 9,65,345/- — [987, 1577, 1352, 1622]
swatch — [405, 2198, 517, 2214]
headline-doda: ਡੋਡਾ ਹਾਦਸੇ 'ਚ ਹਰਿਆਣਾ ਦੇ ਦੋ ਜਵਾਨ ਸ਼ਹੀਦ — [1141, 228, 1407, 248]
demand-amount: 19.01.2026 ਤਕ ਰੁ. 3,84,417/- — [987, 1542, 1352, 1577]
tata-demand-notice — [746, 1274, 1448, 2154]
page-header — [28, 44, 1448, 74]
article-paragraph: ਜੰਮੂ-ਕਸ਼ਮੀਰ ਦੇ ਡੋਡਾ ਜ਼ਿਲ੍ਹੇ ਵਿਚ ਫ਼ੌਜ ਦਾ ਵਾਹਨ ਡੂੰਘੀ ਖੱਡ ਵਿਚ ਡਿੱਗਣ ਕਾਰਨ ਹਰਿਆਣਾ ਦੇ ਦੋ ਜਵਾਨ ਸ਼ਹੀਦ ਹੋ ਗਏ। ਸ਼ਹੀਦ ਜਵਾਨਾਂ ਦੀਆਂ ਮ੍ਰਿਤਕ ਦੇਹਾਂ ਉਨ੍ਹਾਂ ਦੇ ਜੱਦੀ ਪਿੰਡਾਂ ਵਿਚ ਪਹੁੰਚੀਆਂ ਜਿਥੇ ਪੂਰੇ ਫ਼ੌਜੀ ਸਨਮਾਨਾਂ ਨਾਲ ਅੰਤਮ ਸਸਕਾਰ ਕੀਤਾ ਗਿਆ। — [1100, 250, 1448, 284]
table-header: Authorised Person Name — [755, 932, 822, 973]
tata-date: ਮਿਤੀ : 24.01.2026 — [756, 2133, 850, 2144]
tata-emblem-icon — [765, 1284, 817, 1324]
pnb-tagline: ...ਭਰੋਸੇ ਦਾ ਪ੍ਰਤੀਕ ! — [309, 1598, 410, 1612]
headline-fatehgarh: ਗੁਰਦੁਆਰਾ ਸ੍ਰੀ ਫ਼ਤਿਹਗੜ੍ਹ ਸਾਹਿਬ ਵਿਖੇ 'ਦੀਵਾਨ ਟੋਡਰ ਮੱਲ ਨਿਵਾਸ' ਦਾ ਨੀਂਹ ਪੱਥਰ ਰਖਿਆ — [750, 291, 1082, 330]
headline-himachal: ਹਿਮਾਚਲ 'ਚ ਸੈਲਾਨੀਆਂ ਨੇ ਲਿਆ ਬਰਫ਼ਬਾਰੀ ਦਾ ਆਨੰਦ — [28, 652, 309, 669]
section-bar-left: ਸਫ਼ਾ ਤਿੰਨ ਦੀਆਂ ਬਾਕੀਆਂ — [28, 82, 730, 108]
article-paragraph: ਅਦਾਲਤ ਦੇ ਫ਼ੈਸਲੇ ਤੋਂ ਬਾਅਦ ਕਮੇਟੀ ਨੇ ਕਿਹਾ ਕਿ ਉਹ ਇਸ ਮਾਮਲੇ ਨੂੰ ਹਾਈ ਕੋਰਟ ਵਿਚ ਚੁਣੌਤੀ ਦੇਵੇਗੀ ਅਤੇ ਪੀੜਤ ਪਰਵਾਰਾਂ ਨੂੰ ਇਨਸਾਫ਼ ਦਿਵਾਉਣ ਲਈ ਹਰ ਕਾਨੂੰਨੀ ਕਦਮ ਚੁੱਕੇਗੀ। ਕਮੇਟੀ ਪ੍ਰਧਾਨ ਨੇ ਕਿਹਾ ਕਿ 1984 ਦੇ ਪੀੜਤਾਂ ਦਾ ਸੰਘਰਸ਼ ਜਾਰੀ ਰਹੇਗਾ। — [1100, 189, 1448, 223]
article-credit: (ਪੀਟੀਆਈ) — [333, 722, 374, 733]
table-header: Trade Name — [821, 932, 880, 973]
table-cell: Rs. 12.02 Lacs / Rs. 1.20 Lacs (26.02.2026) — [488, 1762, 618, 1787]
pnb-subtitle: ਅਚੱਲ ਜਾਇਦਾਦ/ਦਾਂ ਦੀ ਵਿਕਰੀ ਲਈ ਈ-ਨਿਲਾਮੀ ਲਈ ਜਨਤਕ ਸੂਚਨਾ — [289, 1674, 473, 1683]
column-rule — [1092, 114, 1093, 1264]
column-right-2 — [1100, 114, 1448, 774]
public-notice-table — [754, 932, 1078, 1015]
npa-date: 08-01-2026 / 03-01-2026 — [1352, 1462, 1442, 1507]
pnb-officer: ਅਧਿਕਾਰਤ ਅਫ਼ਸਰ, ਪੰਜਾਬ ਨੈਸ਼ਨਲ ਬੈਂਕ — [572, 2133, 720, 2144]
pnb-logo — [42, 1574, 192, 1634]
column-left-2 — [390, 114, 730, 1554]
borrower-name: ਸ਼੍ਰੀ ਰਾਜੂ ਸਿੰਘ (ਕਰਜ਼ਦਾਰ) — [867, 1417, 987, 1462]
footer-left: ਮਿਤੀ : 23-01-2026 — [32, 2161, 136, 2174]
article-paragraph: ਰਿਹਾ, ਸਰੋਵਰ ਸੁਧਾਰੋਂ ਸਿੰਘ ਹਰੀ, ਸਕੱਤਰ ਬਲਵੰਤ ਸਿੰਘ ਫ਼ਤਿਹਪੁਰੀ ਮੈਂਬਰ ਐਸ.ਜੀ.ਪੀ.ਸੀ., ਸਕੱਤਰ ਮਨਜੀਤ ਸਿੰਘ ਬੱਗਾ, ਸਹਾਇਕ ਸਕੱਤਰ ਅਤੇ ਮੈਨੇਜਰ ਸਾਹਿਬਾਨ ਹਾਜ਼ਰ ਸਨ। ਇਸ ਮੌਕੇ ਅਰਦਾਸ ਕਰਨ ਤੋਂ ਬਾਅਦ ਨੀਂਹ ਪੱਥਰ ਰਖਿਆ ਗਿਆ। — [746, 332, 1086, 367]
pnb-step: 3. BAANKNET ਹੈਲਪਡੈਸਕ ਨੰ. +91 8291 220220 ਈਮੇਲ: support.baanknet@psballiance.com — [44, 1711, 353, 1721]
legal-notice-title: ਨਾਮ ਦੀ ਤਬਦੀਲੀ — [1245, 901, 1303, 912]
article-paragraph: ਪ੍ਰਦੂਸ਼ਣ ਕਾਰਨ ਬੱਚਿਆਂ ਵਿਚ ਸਾਹ ਦੀਆਂ ਬੀਮਾਰੀਆਂ ਵਧ ਰਹੀਆਂ ਹਨ ਅਤੇ ਮਾਹਰਾਂ ਨੇ ਚਿਤਾਵਨੀ ਦਿਤੀ ਹੈ ਕਿ ਜੇ ਹਾਲਾਤ ਨਾ ਬਦਲੇ ਤਾਂ ਨਤੀਜੇ ਗੰਭੀਰ ਹੋਣਗੇ। — [746, 180, 1086, 203]
headline-cm-scheme: ਮੁੱਖ ਮੰਤਰੀ ਸਿਹਤ ਯੋਜਨਾ ਨੂੰ ਪੰਜਾਬ ਭਰ 'ਚ ਮਿਲਿਆ ਭਰਵਾਂ ਹੁੰਗਾਰਾ — [53, 738, 349, 784]
swatch — [182, 2198, 294, 2214]
public-notice-footer: Please note that above mentioned Authorised Person (AP) is no longer associated with us. Any person henceforth dealing with above mention AP should do so, at their own risk. Kotak Securities Ltd. shall not be liable for any such dealing. — [754, 1018, 1078, 1047]
headline-north-india: ਉਤਰੀ ਭਾਰਤ ਵਿਚ ਮੀਂਹ ਅਤੇ ਝੱਖੜ ਨੇ ਮਚਾਈ ਤਬਾਹੀ — [28, 281, 374, 327]
registration-mark-top — [722, 4, 756, 38]
article-paragraph: ਮੌਸਮ ਵਿਭਾਗ ਨੇ 24 ਜਨਵਰੀ ਤਕ ਸੂਬੇ ਦੇ ਕਈ ਹਿੱਸਿਆਂ ਵਿਚ ਬਰਫ਼ਬਾਰੀ ਅਤੇ ਮੀਂਹ ਦੀ ਭਵਿੱਖਬਾਣੀ ਕੀਤੀ ਹੈ। — [36, 709, 365, 720]
masthead: ਰੋਜ਼ਾਨਾ ਸਪੋਕਸਮੈਨ — [112, 46, 248, 70]
tata-logo — [756, 1284, 826, 1364]
npa-date: 05-01-2026 / 01.01.2026 — [1352, 1507, 1442, 1542]
